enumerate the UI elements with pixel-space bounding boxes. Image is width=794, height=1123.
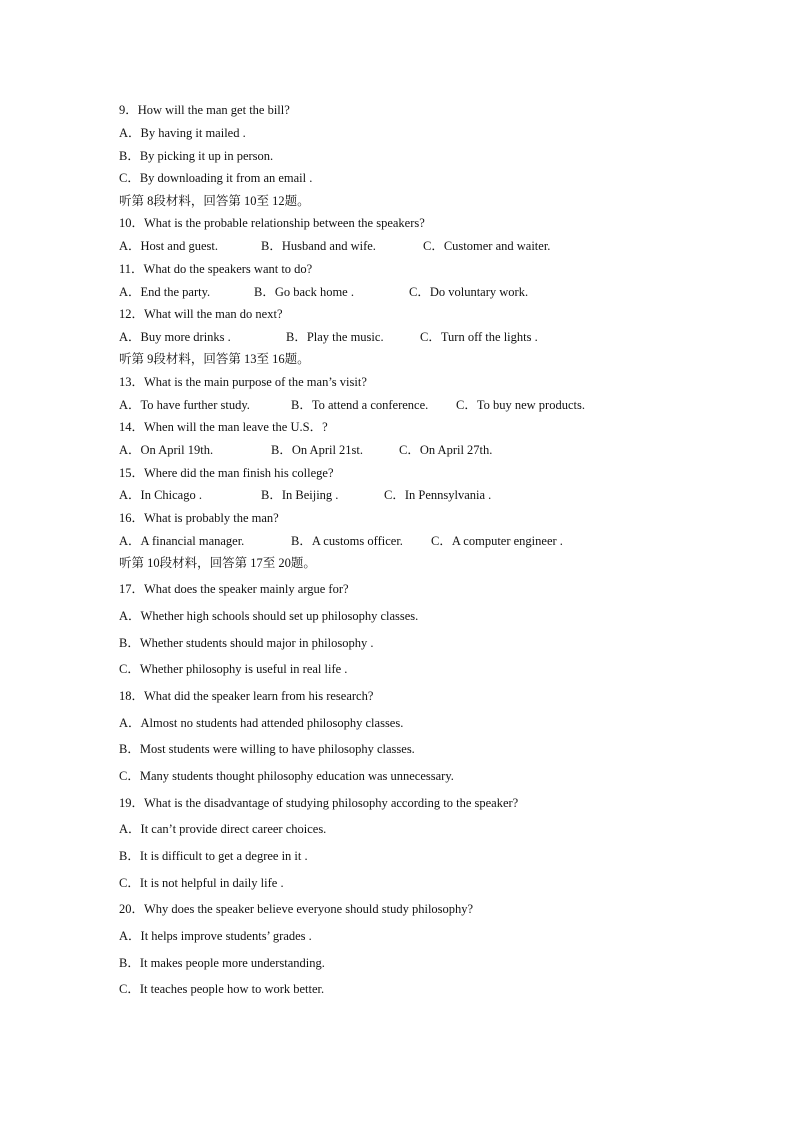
question-20-option-a: A．It helps improve students’ grades .	[119, 929, 312, 943]
question-18-stem: 18．What did the speaker learn from his research?	[119, 689, 374, 703]
question-14-option-b: B．On April 21st.	[271, 443, 364, 457]
question-10-options	[119, 238, 550, 254]
question-11-stem: 11．What do the speakers want to do?	[119, 262, 313, 276]
question-20-option-b: B．It makes people more understanding.	[119, 956, 325, 970]
question-11-options	[119, 284, 528, 300]
question-18-option-c: C．Many students thought philosophy education was unnecessary.	[119, 769, 454, 783]
question-15-option-a: A．In Chicago .	[119, 488, 202, 502]
question-12-stem: 12．What will the man do next?	[119, 307, 283, 321]
question-9-option-c: C．By downloading it from an email .	[119, 171, 313, 185]
question-14-options	[119, 442, 492, 458]
section-10-instruction: 听第 10段材料，回答第 17至 20题。	[119, 556, 316, 570]
question-11-option-a: A．End the party.	[119, 285, 211, 299]
question-14-stem: 14．When will the man leave the U.S．?	[119, 420, 328, 434]
question-11-option-c: C．Do voluntary work.	[409, 285, 529, 299]
question-17-stem: 17．What does the speaker mainly argue for?	[119, 582, 349, 596]
question-10-option-a: A．Host and guest.	[119, 239, 218, 253]
question-18-option-b: B．Most students were willing to have philosophy classes.	[119, 742, 415, 756]
question-12-option-a: A．Buy more drinks .	[119, 330, 231, 344]
question-15-option-b: B．In Beijing .	[261, 488, 339, 502]
question-13-option-a: A．To have further study.	[119, 398, 250, 412]
question-10-option-c: C．Customer and waiter.	[423, 239, 551, 253]
question-9-stem: 9．How will the man get the bill?	[119, 103, 290, 117]
question-14-option-c: C．On April 27th.	[399, 443, 493, 457]
question-18-option-a: A．Almost no students had attended philosophy classes.	[119, 716, 404, 730]
question-14-option-a: A．On April 19th.	[119, 443, 214, 457]
question-16-option-b: B．A customs officer.	[291, 534, 403, 548]
section-8-instruction: 听第 8段材料，回答第 10至 12题。	[119, 194, 310, 208]
question-11-option-b: B．Go back home .	[254, 285, 354, 299]
question-13-option-c: C．To buy new products.	[456, 398, 585, 412]
question-17-option-a: A．Whether high schools should set up philosophy classes.	[119, 609, 419, 623]
question-15-option-c: C．In Pennsylvania .	[384, 488, 492, 502]
question-19-stem: 19．What is the disadvantage of studying philosophy according to the speaker?	[119, 796, 519, 810]
question-19-option-b: B．It is difficult to get a degree in it .	[119, 849, 308, 863]
question-16-stem: 16．What is probably the man?	[119, 511, 279, 525]
question-19-option-a: A．It can’t provide direct career choices.	[119, 822, 327, 836]
question-10-stem: 10．What is the probable relationship between the speakers?	[119, 216, 425, 230]
question-16-option-c: C．A computer engineer .	[431, 534, 563, 548]
section-9-instruction: 听第 9段材料，回答第 13至 16题。	[119, 352, 310, 366]
question-9-option-a: A．By having it mailed .	[119, 126, 246, 140]
question-12-option-b: B．Play the music.	[286, 330, 384, 344]
question-20-option-c: C．It teaches people how to work better.	[119, 982, 325, 996]
question-13-option-b: B．To attend a conference.	[291, 398, 429, 412]
question-17-option-b: B．Whether students should major in philosophy .	[119, 636, 374, 650]
question-12-option-c: C．Turn off the lights .	[420, 330, 538, 344]
question-15-stem: 15．Where did the man finish his college?	[119, 466, 334, 480]
question-10-option-b: B．Husband and wife.	[261, 239, 376, 253]
question-15-options	[119, 487, 491, 503]
question-16-options	[119, 533, 563, 549]
question-20-stem: 20．Why does the speaker believe everyone should study philosophy?	[119, 902, 474, 916]
question-16-option-a: A．A financial manager.	[119, 534, 245, 548]
question-9-option-b: B．By picking it up in person.	[119, 149, 274, 163]
question-12-options	[119, 329, 538, 345]
question-17-option-c: C．Whether philosophy is useful in real life .	[119, 662, 348, 676]
question-13-stem: 13．What is the main purpose of the man’s visit?	[119, 375, 367, 389]
question-19-option-c: C．It is not helpful in daily life .	[119, 876, 284, 890]
question-13-options	[119, 397, 585, 413]
